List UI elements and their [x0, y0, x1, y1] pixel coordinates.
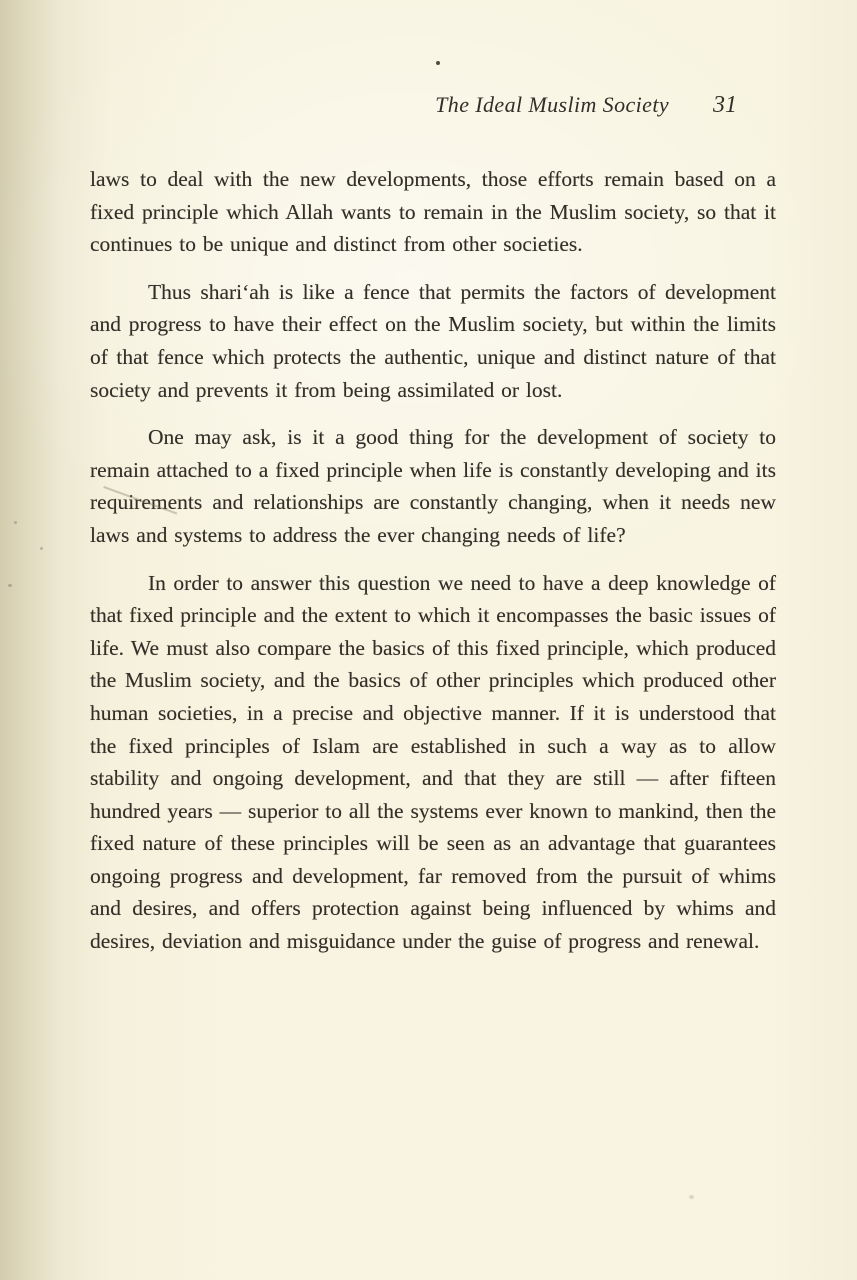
- scan-speck: [8, 584, 12, 587]
- body-paragraph: laws to deal with the new developments, those efforts remain based on a fixed principle which Allah wants to remain in the Muslim society, so that it continues to be unique and distinct from other societies.: [90, 167, 776, 257]
- running-head-title: The Ideal Muslim Society: [435, 92, 669, 117]
- page-number: 31: [713, 92, 737, 118]
- scan-speck: [40, 547, 43, 550]
- running-head: [435, 92, 737, 119]
- page-body: [90, 163, 776, 973]
- body-paragraph: Thus shari‘ah is like a fence that permits the factors of development and progress to have their effect on the Muslim society, but within the limits of that fence which protects the authentic, unique and distinct nature of that society and prevents it from being assimilated or lost.: [90, 279, 776, 402]
- scan-speck: [436, 61, 440, 65]
- scan-speck: [689, 1195, 694, 1199]
- body-paragraph: One may ask, is it a good thing for the development of society to remain attached to a fixed principle when life is constantly developing and its requirements and relationships are constantly changing, when it needs new laws and systems to address the ever changing needs of life?: [90, 425, 776, 547]
- scan-speck: [14, 521, 17, 524]
- body-paragraph: In order to answer this question we need to have a deep knowledge of that fixed principle and the extent to which it encompasses the basic issues of life. We must also compare the basics of this fixed principle, which produced the Muslim society, and the basics of other principles which produced other human societies, in a precise and objective manner. If it is understood that the fixed principles of Islam are established in such a way as to allow stability and ongoing development, and that they are still — after fifteen hundred years — superior to all the systems ever known to mankind, then the fixed nature of these principles will be seen as an advantage that guarantees ongoing progress and development, far removed from the pursuit of whims and desires, and offers protection against being influenced by whims and desires, deviation and misguidance under the guise of progress and renewal.: [90, 570, 776, 954]
